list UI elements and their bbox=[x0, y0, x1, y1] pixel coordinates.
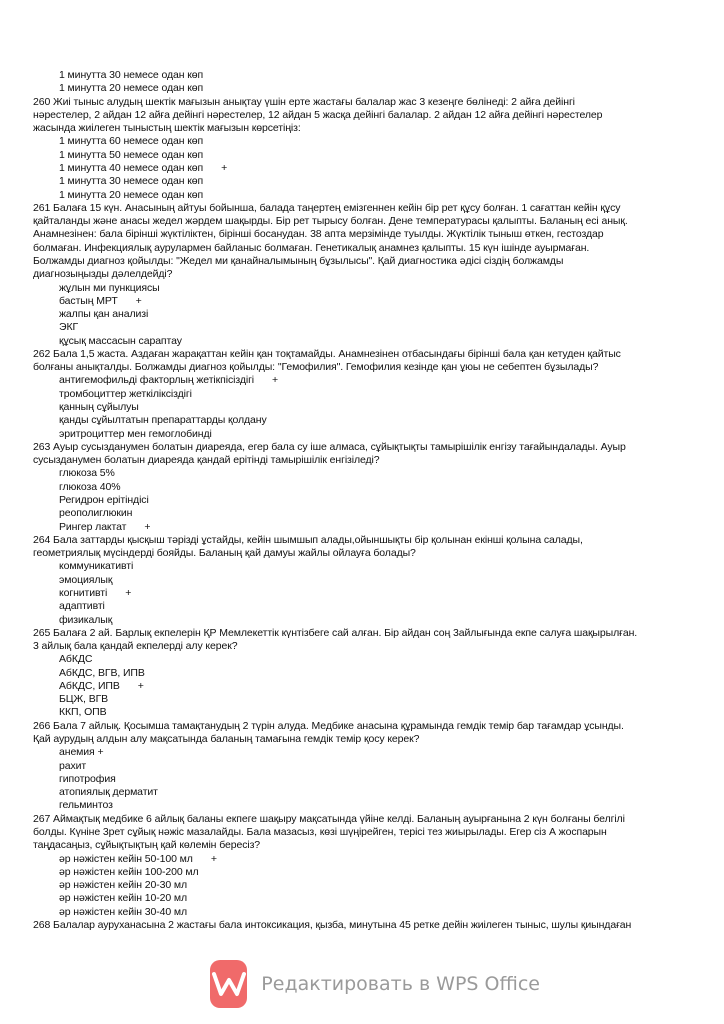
correct-answer-mark: + bbox=[137, 679, 144, 692]
answer-option bbox=[59, 574, 112, 587]
line-text: 1 минутта 50 немесе одан көп bbox=[59, 148, 204, 161]
answer-option bbox=[59, 760, 86, 773]
answer-option bbox=[59, 401, 139, 414]
line-text: 262 Бала 1,5 жаста. Аздаған жарақаттан кейін қан тоқтамайды. Анамнезінен отбасындағы бірінші бала қан кетуден қайтыс bbox=[33, 347, 621, 360]
answer-option bbox=[59, 587, 131, 600]
line-text: 267 Аймақтық медбике 6 айлық баланы екпеге шақыру мақсатында үйіне келді. Баланың ауырғанына 2 күн болғаны белгілі bbox=[33, 812, 625, 825]
question-continuation bbox=[33, 215, 628, 228]
line-text: 260 Жиі тыныс алудың шектік мағызын анықтау үшін ерте жастағы балалар жас 3 кезеңге бөлінеді: 2 айға дейінгі bbox=[33, 95, 575, 108]
line-text: жасында жиілеген тыныстың шектік мағызын көрсетіңіз: bbox=[33, 122, 301, 135]
line-text: жұлын ми пункциясы bbox=[59, 281, 160, 294]
answer-option bbox=[59, 481, 121, 494]
question-continuation bbox=[33, 361, 598, 374]
line-text: 265 Балаға 2 ай. Барлық екпелерін ҚР Мемлекеттік күнтізбеге сай алған. Бір айдан соң 3айлығында екпе салуға шақырылған. bbox=[33, 626, 638, 639]
line-text: АбКДС, ВГВ, ИПВ bbox=[59, 666, 145, 679]
answer-option bbox=[59, 853, 217, 866]
line-text: гипотрофия bbox=[59, 772, 116, 785]
line-text: эритроциттер мен гемоглобинді bbox=[59, 427, 212, 440]
line-text: сусызданумен болатын диареяда қандай ерітінді тамырішілік енгізіледі? bbox=[33, 454, 380, 467]
answer-option bbox=[59, 321, 78, 334]
line-text: 268 Балалар ауруханасына 2 жастағы бала интоксикация, қызба, минутына 45 ретке дейін жиілеген тыныс, шулы қиындаған bbox=[33, 918, 632, 931]
question-continuation bbox=[33, 640, 237, 653]
answer-option bbox=[59, 135, 203, 148]
answer-option bbox=[59, 667, 145, 680]
line-text: бастың МРТ bbox=[59, 294, 118, 307]
line-text: 1 минутта 40 немесе одан көп bbox=[59, 162, 204, 174]
line-text: геометриялық мүсіндерді бояйды. Баланың қай дамуы жайлы ойлауға болады? bbox=[33, 547, 416, 560]
question-line bbox=[33, 813, 625, 826]
question-line bbox=[33, 441, 626, 454]
line-text: әр нәжістен кейін 20-30 мл bbox=[59, 879, 188, 892]
question-continuation bbox=[33, 454, 380, 467]
line-text: рахит bbox=[59, 759, 87, 772]
question-continuation bbox=[33, 109, 602, 122]
answer-option bbox=[59, 162, 227, 175]
answer-option bbox=[59, 879, 187, 892]
line-text: реополиглюкин bbox=[59, 507, 133, 520]
line-text: қайталанды және анасы жедел жәрдем шақырды. Бір рет тырысу болған. Дене температурасы қалыпты. Баланың есі анық. bbox=[33, 215, 628, 228]
answer-option bbox=[59, 335, 182, 348]
line-text: әр нәжістен кейін 100-200 мл bbox=[59, 865, 199, 878]
question-line bbox=[33, 96, 575, 109]
wps-office-logo-icon bbox=[210, 960, 247, 1008]
answer-option bbox=[59, 799, 113, 812]
question-line bbox=[33, 720, 624, 733]
answer-option bbox=[59, 467, 115, 480]
line-text: гельминтоз bbox=[59, 799, 113, 812]
line-text: 264 Бала заттарды қысқыш тәрізді ұстайды, кейін шымшып алады,ойыншықты бір қолынан екінші қолына салады, bbox=[33, 533, 583, 546]
line-text: болмаған. Инфекциялық аурулармен байланыс болмаған. Генетикалық анамнез қалыпты. 15 күн ішінде ауырмаған. bbox=[33, 241, 590, 254]
line-text: антигемофильді факторлың жетікпісіздігі bbox=[59, 374, 255, 387]
line-text: коммуникативті bbox=[59, 560, 134, 573]
line-text: эмоциялық bbox=[59, 573, 113, 586]
line-text: АбКДС, ИПВ bbox=[59, 679, 120, 692]
line-text: құсық массасын сараптау bbox=[59, 334, 182, 347]
question-continuation bbox=[33, 122, 301, 135]
answer-option bbox=[59, 295, 142, 308]
answer-option bbox=[59, 773, 116, 786]
answer-option bbox=[59, 680, 144, 693]
correct-answer-mark: + bbox=[144, 520, 151, 533]
question-line bbox=[33, 534, 583, 547]
line-text: физикалық bbox=[59, 613, 113, 626]
answer-option bbox=[59, 189, 203, 202]
answer-option bbox=[59, 507, 132, 520]
line-text: Рингер лактат bbox=[59, 520, 127, 533]
correct-answer-mark: + bbox=[272, 374, 279, 387]
wps-edit-banner[interactable] bbox=[210, 960, 540, 1008]
line-text: атопиялық дерматит bbox=[59, 786, 158, 799]
answer-option bbox=[59, 693, 108, 706]
line-text: Болжамды диагноз қойылды: "Жедел ми қанайналымының бұзылысы". Қай диагностика әдісі сіздің болжамды bbox=[33, 254, 564, 267]
answer-option bbox=[59, 428, 212, 441]
line-text: қанды сұйылтатын препараттарды қолдану bbox=[59, 414, 267, 427]
line-text: болды. Күніне 3рет сұйық нәжіс мазалайды. Бала мазасыз, көзі шүңірейген, терісі тез жиырылады. Егер сіз А жоспарын bbox=[33, 826, 607, 838]
question-continuation bbox=[33, 839, 260, 852]
question-line bbox=[33, 348, 621, 361]
line-text: БЦЖ, ВГВ bbox=[59, 693, 109, 706]
line-text: глюкоза 5% bbox=[59, 467, 115, 480]
line-text: глюкоза 40% bbox=[59, 480, 121, 493]
line-text: диагнозыңызды дәлелдейді? bbox=[33, 268, 173, 281]
answer-option bbox=[59, 614, 112, 627]
line-text: 1 минутта 30 немесе одан көп bbox=[59, 69, 204, 81]
line-text: адаптивті bbox=[59, 600, 105, 613]
answer-option bbox=[59, 494, 149, 507]
answer-option bbox=[59, 786, 158, 799]
question-line bbox=[33, 919, 631, 932]
line-text: когнитивті bbox=[59, 586, 108, 599]
answer-option bbox=[59, 82, 203, 95]
answer-option bbox=[59, 69, 203, 82]
answer-option bbox=[59, 706, 107, 719]
question-continuation bbox=[33, 547, 416, 560]
line-text: анемия + bbox=[59, 746, 104, 759]
line-text: 266 Бала 7 айлық. Қосымша тамақтанудың 2 түрін алуда. Медбике анасына құрамында гемдік темір бар тағамдар ұсынды. bbox=[33, 719, 624, 732]
correct-answer-mark: + bbox=[221, 162, 228, 174]
line-text: тромбоциттер жеткіліксіздігі bbox=[59, 387, 192, 400]
line-text: 261 Балаға 15 күн. Анасының айтуы бойынша, балада таңертең емізгеннен кейін бір рет құсу болған. 1 сағаттан кейін құсу bbox=[33, 201, 621, 214]
line-text: Қай аурудың алдын алу мақсатында баланың тамағына гемдік темір қосу керек? bbox=[33, 733, 420, 745]
answer-option bbox=[59, 906, 187, 919]
answer-option bbox=[59, 374, 278, 387]
line-text: 1 минутта 30 немесе одан көп bbox=[59, 175, 204, 188]
question-continuation bbox=[33, 733, 419, 746]
question-continuation bbox=[33, 255, 563, 268]
question-line bbox=[33, 202, 620, 215]
line-text: Анамнезінен: бала бірінші жүктіліктен, бірінші босанудан. 38 апта мерзімінде туылды. Жүктілік тыныш өткен, гестоздар bbox=[33, 228, 604, 241]
wps-edit-label: Редактировать в WPS Office bbox=[261, 973, 540, 995]
question-line bbox=[33, 627, 637, 640]
line-text: әр нәжістен кейін 10-20 мл bbox=[59, 892, 188, 905]
answer-option bbox=[59, 746, 104, 759]
question-continuation bbox=[33, 268, 172, 281]
line-text: жалпы қан анализі bbox=[59, 308, 149, 320]
answer-option bbox=[59, 892, 187, 905]
correct-answer-mark: + bbox=[210, 852, 217, 865]
line-text: таңдасаңыз, сұйықтықтың қай көлемін бересіз? bbox=[33, 839, 261, 852]
answer-option bbox=[59, 414, 267, 427]
line-text: 3 айлық бала қандай екпелерді алу керек? bbox=[33, 640, 238, 652]
line-text: 1 минутта 20 немесе одан көп bbox=[59, 82, 204, 95]
question-continuation bbox=[33, 242, 589, 255]
line-text: болғаны анықталды. Болжамды диагноз қойылды: "Гемофилия". Гемофилия кезінде қан ұюы не себептен бұзылады? bbox=[33, 361, 599, 374]
question-continuation bbox=[33, 826, 607, 839]
answer-option bbox=[59, 653, 92, 666]
line-text: ККП, ОПВ bbox=[59, 706, 107, 719]
answer-option bbox=[59, 388, 192, 401]
line-text: қанның сұйылуы bbox=[59, 401, 139, 413]
line-text: 1 минутта 20 немесе одан көп bbox=[59, 188, 204, 201]
line-text: әр нәжістен кейін 30-40 мл bbox=[59, 905, 188, 918]
answer-option bbox=[59, 600, 105, 613]
answer-option bbox=[59, 282, 160, 295]
line-text: АбКДС bbox=[59, 653, 93, 666]
line-text: 1 минутта 60 немесе одан көп bbox=[59, 135, 204, 148]
line-text: ЭКГ bbox=[59, 321, 79, 334]
line-text: 263 Ауыр сусызданумен болатын диареяда, егер бала су іше алмаса, сұйықтықты тамырішілік енгізу тағайындалады. Ауыр bbox=[33, 440, 626, 453]
line-text: нәрестелер, 2 айдан 12 айға дейінгі нәрестелер, 12 айдан 5 жасқа дейінгі балалар. 2 айдан 12 айға дейінгі нәрестелер bbox=[33, 108, 603, 121]
line-text: әр нәжістен кейін 50-100 мл bbox=[59, 852, 193, 865]
answer-option bbox=[59, 149, 203, 162]
line-text: Регидрон ерітіндісі bbox=[59, 494, 149, 506]
answer-option bbox=[59, 308, 148, 321]
question-continuation bbox=[33, 228, 604, 241]
correct-answer-mark: + bbox=[125, 586, 132, 599]
answer-option bbox=[59, 560, 133, 573]
answer-option bbox=[59, 521, 150, 534]
correct-answer-mark: + bbox=[135, 294, 142, 307]
answer-option bbox=[59, 175, 203, 188]
answer-option bbox=[59, 866, 199, 879]
